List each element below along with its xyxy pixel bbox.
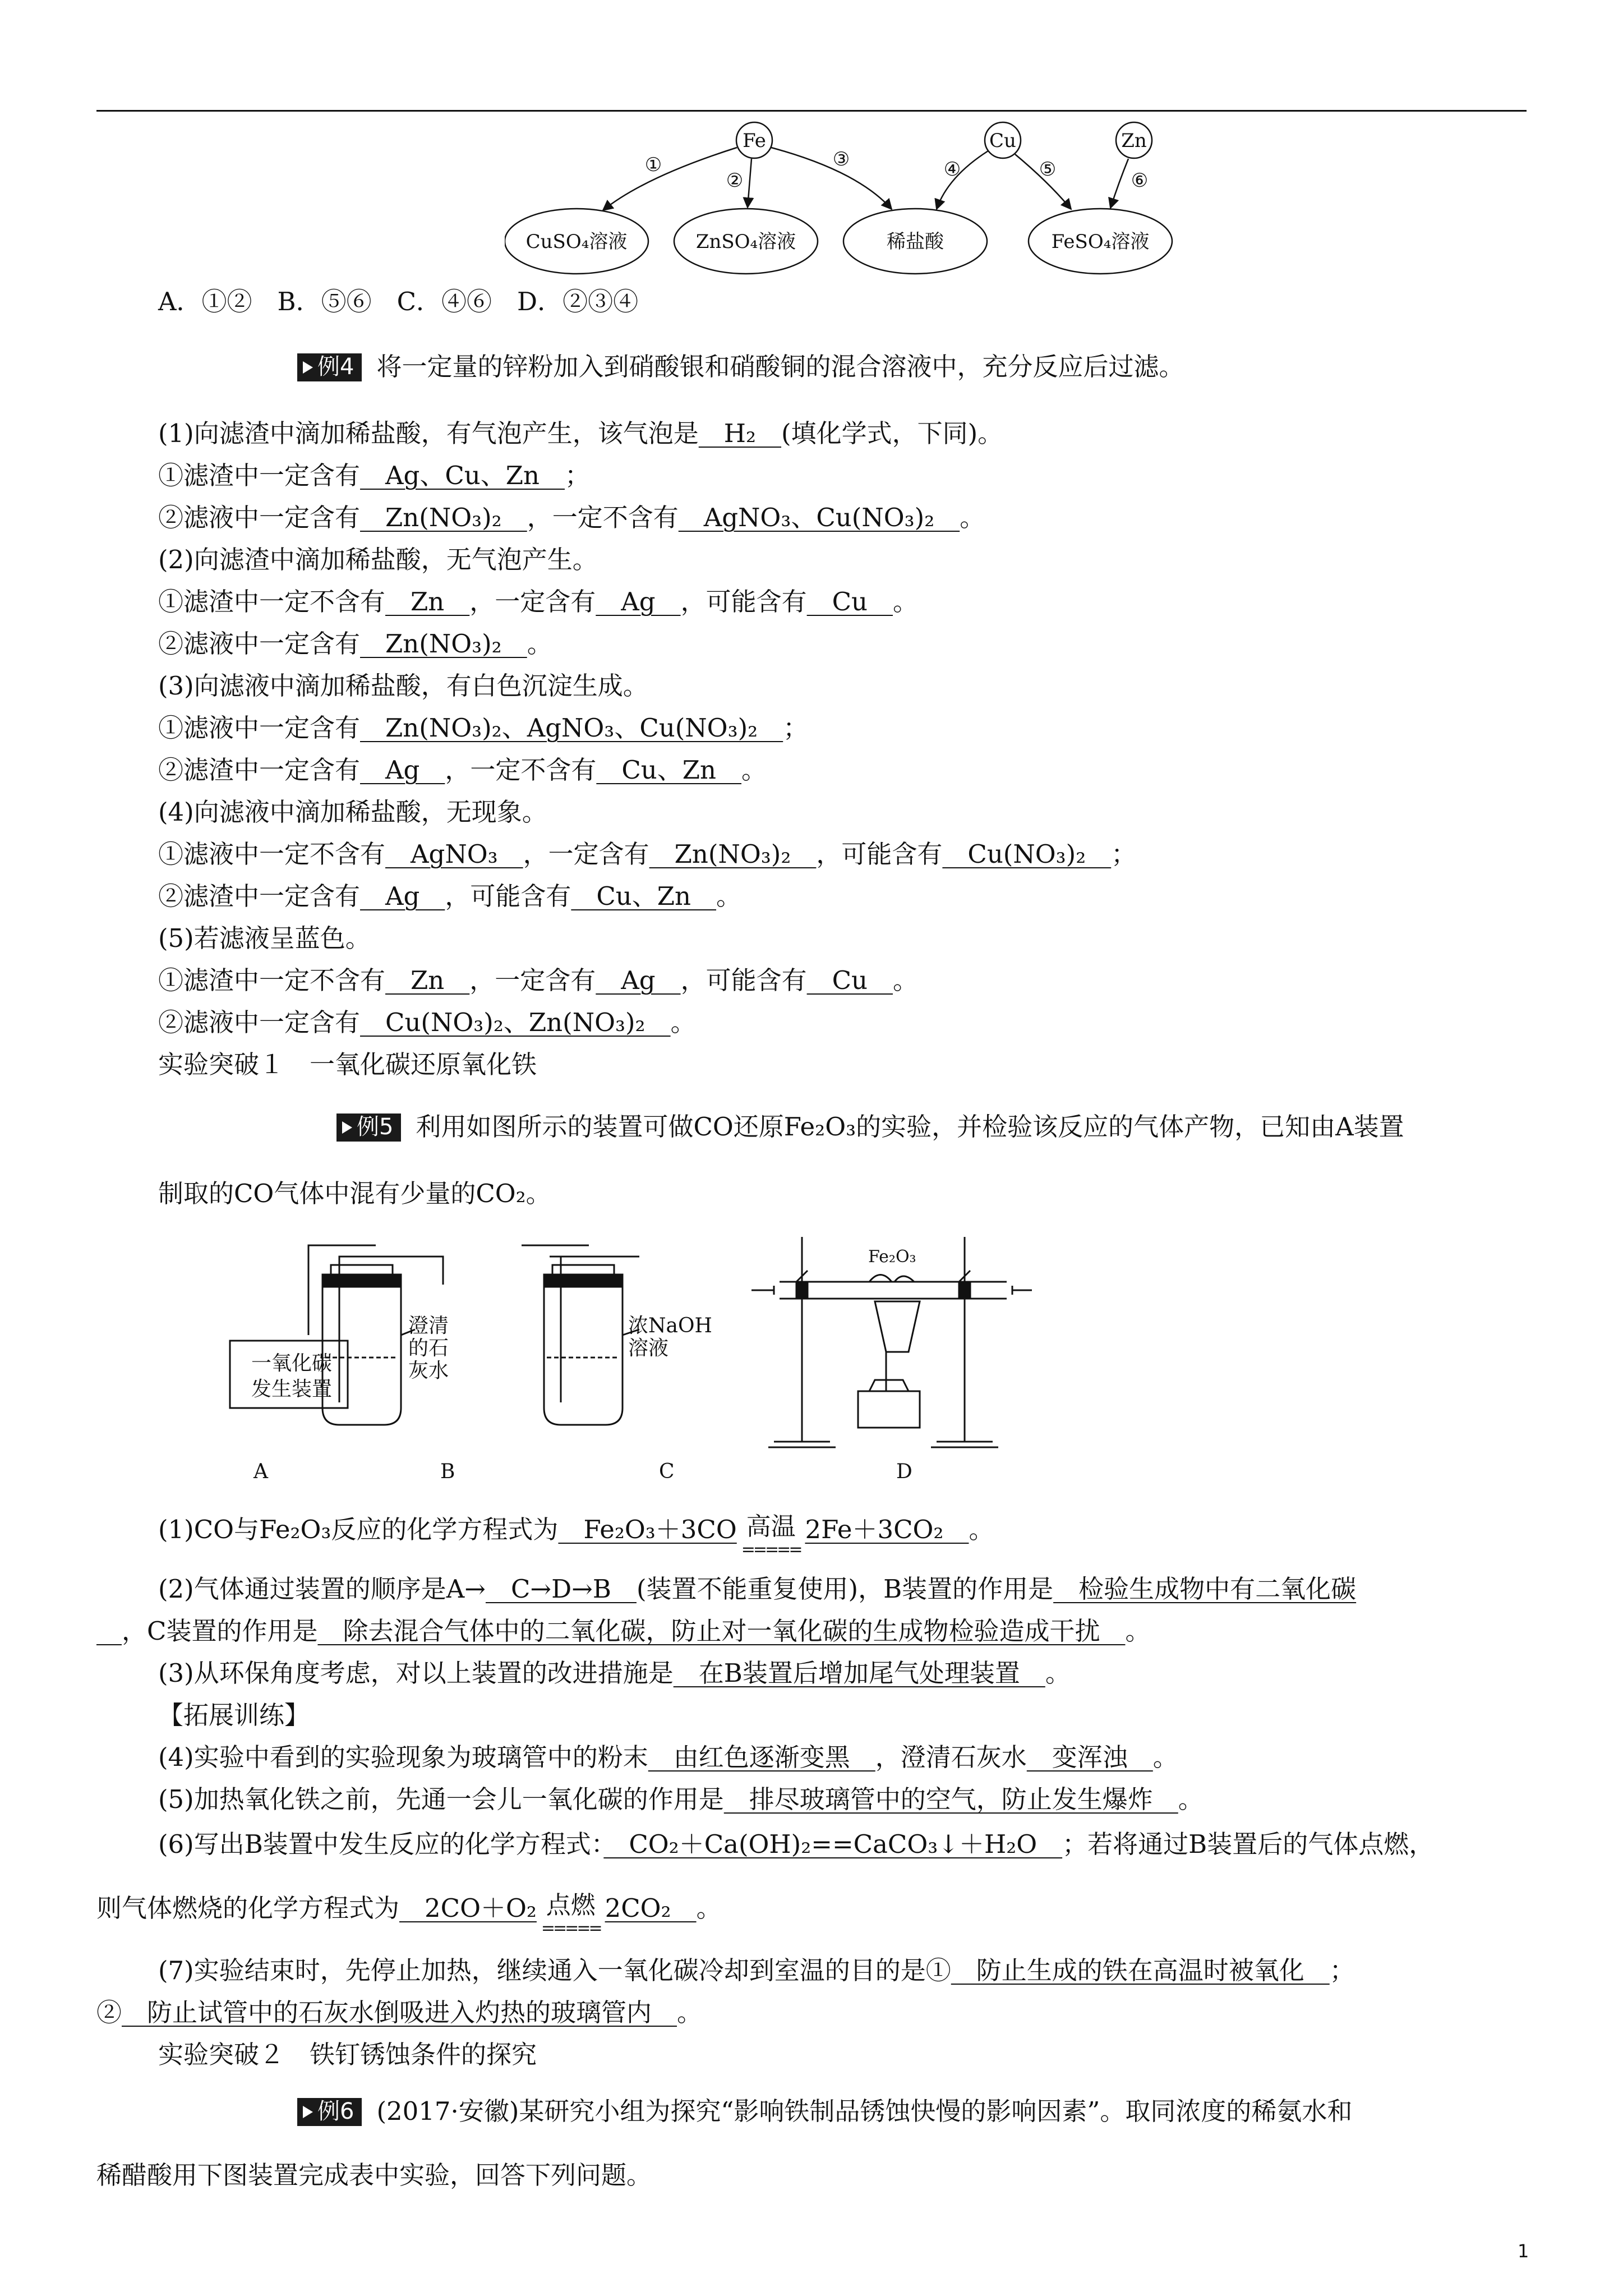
znso4-label: ZnSO₄溶液: [695, 231, 796, 253]
arrow-1: [603, 148, 737, 210]
page-number: 1: [1518, 2240, 1529, 2262]
ex4-line-3: ②滤液中一定含有 Zn(NO₃)₂ ，一定不含有 AgNO₃、Cu(NO₃)₂ 。: [158, 503, 985, 532]
ex6-stem-1: 例6 (2017·安徽)某研究小组为探究“影响铁制品锈蚀快慢的影响因素”。取同浓度的稀氨水和: [297, 2098, 1352, 2126]
ex4-line-6: ②滤液中一定含有 Zn(NO₃)₂ 。: [158, 629, 552, 659]
condition-ignite: 点燃 =====: [541, 1891, 601, 1938]
ex5-tag: 例5: [336, 1114, 401, 1142]
play-icon: [342, 1121, 352, 1134]
letter-a: A: [253, 1460, 268, 1481]
extension-heading: 【拓展训练】: [158, 1700, 310, 1730]
ex4-line-5: ①滤渣中一定不含有 Zn ，一定含有 Ag ，可能含有 Cu 。: [158, 587, 919, 616]
a-box-line-2: 发生装置: [251, 1378, 333, 1401]
cu-label: Cu: [989, 130, 1016, 152]
ex4-line-11: ①滤液中一定不含有 AgNO₃ ，一定含有 Zn(NO₃)₂ ，可能含有 Cu(NO₃)₂ ；: [158, 839, 1137, 869]
feso4-label: FeSO₄溶液: [1051, 231, 1150, 253]
ex5-q1: (1)CO与Fe₂O₃反应的化学方程式为 Fe₂O₃＋3CO 高温 ===== 2Fe＋3CO₂ 。: [158, 1512, 994, 1559]
play-icon: [303, 2106, 313, 2118]
fe-label: Fe: [743, 130, 766, 152]
ex5-q2-line-1: (2)气体通过装置的顺序是A→ C→D→B (装置不能重复使用)，B装置的作用是 检验生成物中有二氧化碳: [158, 1574, 1357, 1604]
ex6-tag: 例6: [297, 2098, 362, 2126]
arrow-3: [771, 148, 892, 209]
arrow-label-3: ③: [832, 148, 850, 171]
arrow-label-1: ①: [644, 154, 662, 176]
ex5-q6-line-2: 则气体燃烧的化学方程式为 2CO＋O₂ 点燃 ===== 2CO₂ 。: [96, 1891, 722, 1938]
options-line: A．①② B．⑤⑥ C．④⑥ D．②③④: [158, 287, 639, 316]
zn-label: Zn: [1121, 130, 1147, 152]
arrow-label-2: ②: [726, 169, 744, 192]
ex5-q7-line-2: ② 防止试管中的石灰水倒吸进入灼热的玻璃管内 。: [96, 1998, 703, 2027]
ex4-line-14: ①滤渣中一定不含有 Zn ，一定含有 Ag ，可能含有 Cu 。: [158, 965, 919, 995]
arrow-6: [1110, 159, 1128, 208]
ex5-q6-line-1: (6)写出B装置中发生反应的化学方程式： CO₂＋Ca(OH)₂==CaCO₃↓＋H₂O ；若将通过B装置后的气体点燃，: [158, 1829, 1435, 1859]
ex5-q7-line-1: (7)实验结束时，先停止加热，继续通入一氧化碳冷却到室温的目的是① 防止生成的铁在高温时被氧化 ；: [158, 1955, 1355, 1985]
ex6-stem-2: 稀醋酸用下图装置完成表中实验，回答下列问题。: [96, 2160, 652, 2190]
ex4-line-13: (5)若滤液呈蓝色。: [158, 923, 371, 953]
letter-d: D: [896, 1460, 912, 1481]
bottle-c: [522, 1245, 639, 1425]
b-reagent-line-3: 灰水: [408, 1359, 449, 1382]
hcl-label: 稀盐酸: [887, 231, 944, 253]
section-heading-2: 实验突破２ 铁钉锈蚀条件的探究: [158, 2040, 537, 2069]
arrow-2: [748, 159, 751, 208]
b-reagent-line-2: 的石: [408, 1337, 449, 1360]
header-rule: [96, 110, 1527, 112]
ex5-q3: (3)从环保角度考虑，对以上装置的改进措施是 在B装置后增加尾气处理装置 。: [158, 1658, 1071, 1688]
ex4-line-8: ①滤液中一定含有 Zn(NO₃)₂、AgNO₃、Cu(NO₃)₂ ；: [158, 713, 809, 743]
ex4-line-2: ①滤渣中一定含有 Ag、Cu、Zn ；: [158, 461, 590, 490]
arrow-label-6: ⑥: [1131, 169, 1149, 192]
ex4-line-1: (1)向滤渣中滴加稀盐酸，有气泡产生，该气泡是 H₂ (填化学式，下同)。: [158, 418, 1003, 448]
ex5-q5: (5)加热氧化铁之前，先通一会儿一氧化碳的作用是 排尽玻璃管中的空气，防止发生爆炸 。: [158, 1784, 1204, 1814]
condition-high-temp: 高温 =====: [741, 1512, 801, 1559]
ex4-line-9: ②滤渣中一定含有 Ag ，一定不含有 Cu、Zn 。: [158, 755, 767, 785]
section-heading-1: 实验突破１ 一氧化碳还原氧化铁: [158, 1050, 537, 1079]
arrow-label-4: ④: [943, 158, 961, 181]
c-reagent-line-1: 浓NaOH: [628, 1314, 712, 1337]
ex4-line-10: (4)向滤液中滴加稀盐酸，无现象。: [158, 797, 547, 827]
ex4-stem: 例4 将一定量的锌粉加入到硝酸银和硝酸铜的混合溶液中，充分反应后过滤。: [297, 353, 1184, 381]
cuso4-label: CuSO₄溶液: [525, 231, 628, 253]
apparatus-d: [751, 1237, 1032, 1447]
c-reagent-line-2: 溶液: [628, 1337, 669, 1360]
ex4-tag: 例4: [297, 353, 362, 381]
ex5-stem-2: 制取的CO气体中混有少量的CO₂。: [158, 1179, 551, 1208]
ex4-line-15: ②滤液中一定含有 Cu(NO₃)₂、Zn(NO₃)₂ 。: [158, 1007, 696, 1037]
letter-c: C: [659, 1460, 675, 1481]
ex5-q4: (4)实验中看到的实验现象为玻璃管中的粉末 由红色逐渐变黑 ，澄清石灰水 变浑浊 。: [158, 1742, 1178, 1772]
ex5-stem-1: 例5 利用如图所示的装置可做CO还原Fe₂O₃的实验，并检验该反应的气体产物，已知由A装置: [336, 1114, 1404, 1142]
ex4-line-4: (2)向滤渣中滴加稀盐酸，无气泡产生。: [158, 545, 598, 574]
play-icon: [303, 361, 313, 374]
letter-b: B: [440, 1460, 455, 1481]
a-box-line-1: 一氧化碳: [251, 1352, 333, 1375]
b-reagent-line-1: 澄清: [408, 1314, 449, 1337]
d-reagent: Fe₂O₃: [868, 1247, 916, 1267]
apparatus-figure: [213, 1223, 1110, 1481]
ex4-line-7: (3)向滤液中滴加稀盐酸，有白色沉淀生成。: [158, 671, 648, 701]
reaction-diagram: [505, 115, 1211, 283]
ex4-line-12: ②滤渣中一定含有 Ag ，可能含有 Cu、Zn 。: [158, 881, 742, 911]
arrow-label-5: ⑤: [1039, 158, 1057, 181]
ex5-q2-line-2: ，C装置的作用是 除去混合气体中的二氧化碳，防止对一氧化碳的生成物检验造成干扰 。: [122, 1616, 1151, 1646]
